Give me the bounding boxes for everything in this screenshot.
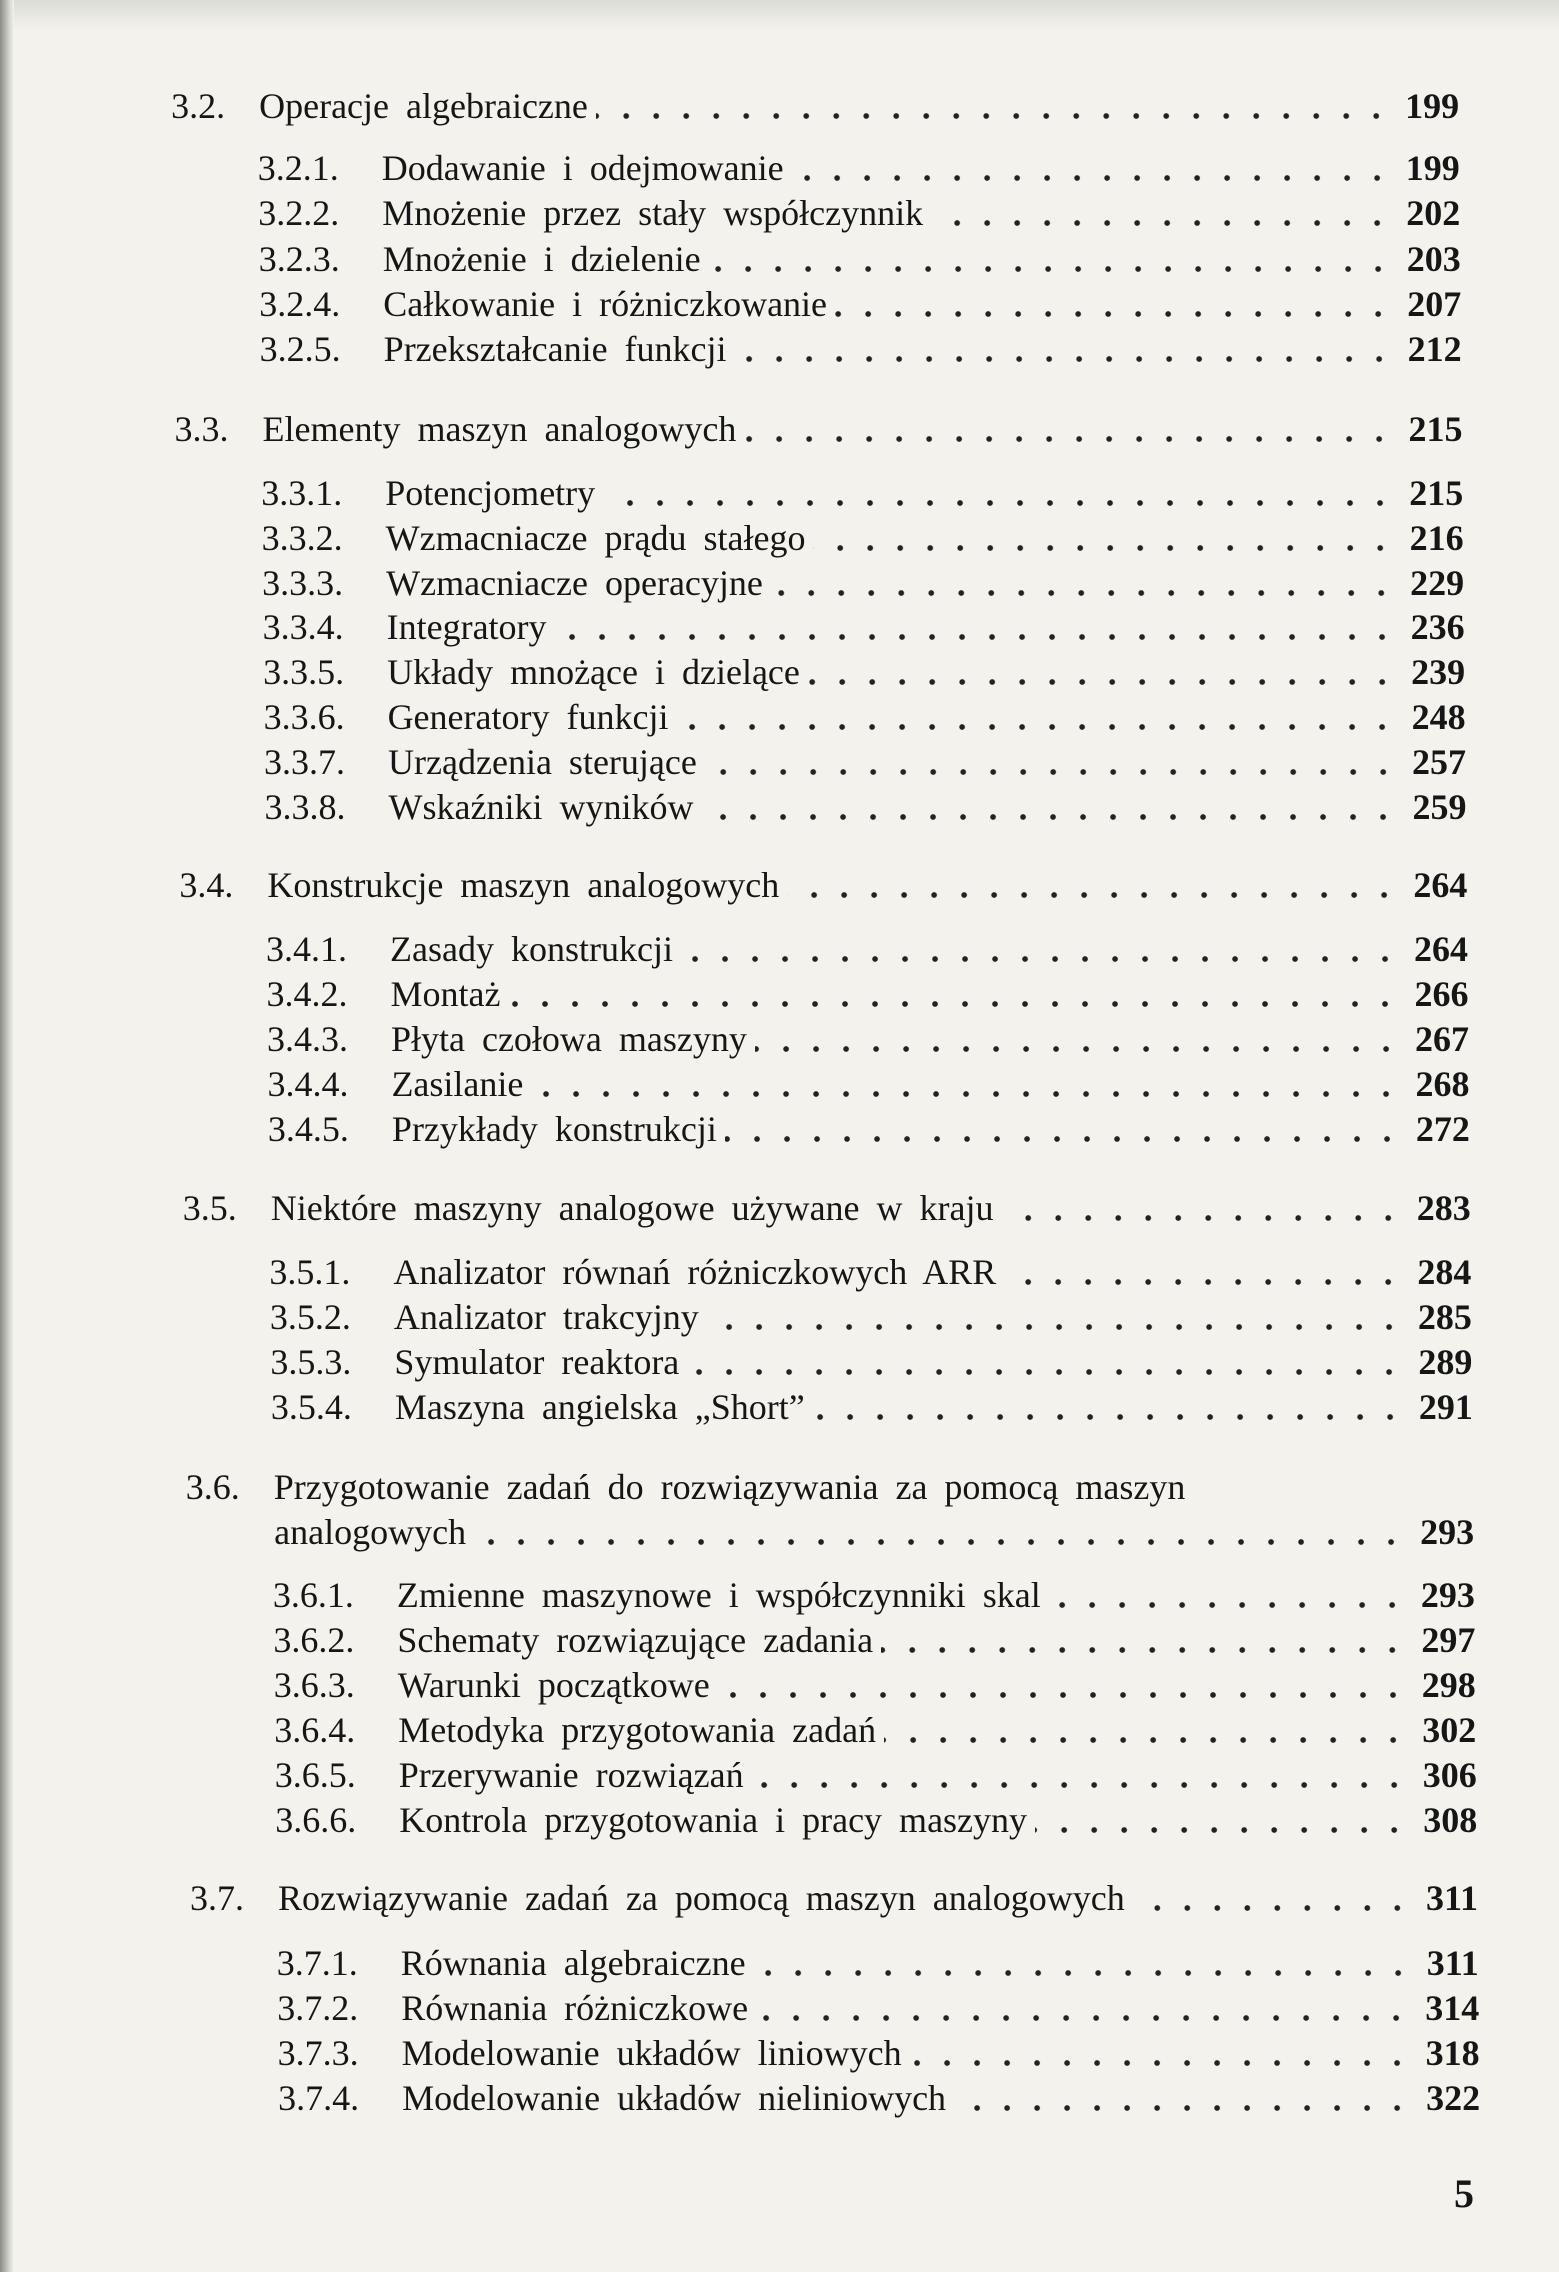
section-entry [190,1876,1478,1920]
dot-leader [596,111,1391,121]
entry-page: 257 [1412,742,1467,782]
entry-title: Przerywanie rozwiązań [398,1755,744,1795]
subsection-entry [260,327,1462,371]
entry-page: 264 [1413,865,1468,905]
subsection-entry [267,1017,1469,1061]
entry-number: 3.3.4. [262,607,344,647]
entry-number: 3.7.3. [277,2033,359,2073]
entry-number: 3.6.2. [273,1620,355,1660]
scan-left-edge [0,0,14,2272]
dot-leader [808,677,1397,687]
entry-number: 3.2. [171,86,226,126]
entry-title: Przygotowanie zadań do rozwiązywania za pomocą maszyn [273,1467,1186,1507]
dot-leader [555,632,1397,642]
entry-title: Kontrola przygotowania i pracy maszyny [399,1800,1028,1840]
entry-title: Równania algebraiczne [400,1943,746,1983]
subsection-entry [277,1986,1479,2030]
entry-number: 3.4.2. [266,974,348,1014]
subsection-entry [275,1753,1477,1797]
entry-page: 272 [1415,1109,1470,1149]
entry-title: Mnożenie przez stały współczynnik [382,193,924,233]
dot-leader [1035,1825,1409,1835]
entry-title: Montaż [390,974,501,1014]
entry-title: Niektóre maszyny analogowe używane w kraju [270,1188,994,1228]
entry-title: Wzmacniacze operacyjne [386,563,763,603]
entry-title: Wskaźniki wyników [388,787,694,827]
entry-title: Układy mnożące i dzielące [387,652,800,692]
dot-leader [1002,1213,1403,1223]
entry-page: 318 [1425,2033,1480,2073]
subsection-entry [275,1798,1477,1842]
entry-title: Zasilanie [391,1064,524,1104]
entry-number: 3.5.3. [270,1342,352,1382]
entry-title: Generatory funkcji [387,697,669,737]
entry-number: 3.7.2. [277,1988,359,2028]
entry-page: 322 [1426,2078,1481,2118]
entry-title: Maszyna angielska „Short” [394,1387,805,1427]
dot-leader [735,354,1394,364]
entry-number: 3.3.2. [261,518,343,558]
entry-page: 236 [1410,607,1465,647]
entry-title: Zasady konstrukcji [390,929,673,969]
entry-title: Urządzenia sterujące [388,742,697,782]
entry-number: 3.5.4. [270,1387,352,1427]
entry-title: Analizator trakcyjny [393,1297,699,1337]
dot-leader [756,2013,1411,2023]
section-entry [183,1186,1471,1230]
entry-title: Integratory [386,607,547,647]
dot-leader [687,1367,1404,1377]
entry-page: 212 [1407,329,1462,369]
dot-leader [1004,1277,1403,1287]
dot-leader [709,264,1393,274]
entry-page: 215 [1409,473,1464,513]
dot-leader [1133,1903,1412,1913]
entry-number: 3.6.4. [274,1710,356,1750]
entry-page: 285 [1417,1297,1472,1337]
dot-leader [744,434,1394,444]
entry-page: 239 [1411,652,1466,692]
section-entry [175,407,1463,451]
entry-title: Przykłady konstrukcji [391,1109,717,1149]
entry-number: 3.5.1. [269,1252,351,1292]
entry-page: 284 [1417,1252,1472,1292]
dot-leader [705,767,1398,777]
dot-leader [508,999,1400,1009]
entry-number: 3.4.5. [267,1109,349,1149]
entry-title: Analizator równań różniczkowych ARR [393,1252,997,1292]
dot-leader [707,1322,1404,1332]
entry-number: 3.6. [185,1467,240,1507]
entry-page: 293 [1420,1512,1475,1552]
entry-page: 248 [1411,697,1466,737]
subsection-entry [274,1663,1476,1707]
dot-leader [1049,1600,1407,1610]
entry-page: 216 [1409,518,1464,558]
subsection-entry [270,1295,1472,1339]
dot-leader [754,1968,1413,1978]
dot-leader [884,1735,1408,1745]
dot-leader [718,1690,1408,1700]
dot-leader [603,498,1395,508]
entry-page: 215 [1408,409,1463,449]
entry-title: Przekształcanie funkcji [383,329,727,369]
dot-leader [755,1044,1401,1054]
subsection-entry [263,605,1465,649]
entry-page: 259 [1412,787,1467,827]
section-entry [186,1510,1474,1554]
subsection-entry [266,927,1468,971]
entry-title: Mnożenie i dzielenie [382,239,701,279]
entry-title: Operacje algebraiczne [259,86,588,126]
dot-leader [676,722,1397,732]
dot-leader [931,218,1392,228]
entry-number: 3.5. [182,1188,237,1228]
entry-page: 314 [1425,1988,1480,2028]
entry-page: 311 [1426,1943,1479,1983]
subsection-entry [258,191,1460,235]
entry-title: Potencjometry [385,473,596,513]
entry-page: 302 [1422,1710,1477,1750]
subsection-entry [278,2031,1480,2075]
entry-title: Warunki początkowe [397,1665,710,1705]
dot-leader [792,173,1392,183]
section-entry [179,863,1467,907]
entry-page: 268 [1415,1064,1470,1104]
entry-page: 199 [1405,86,1460,126]
entry-page: 311 [1426,1878,1479,1918]
entry-number: 3.6.3. [273,1665,355,1705]
subsection-entry [273,1573,1475,1617]
subsection-entry [259,282,1461,326]
entry-page: 207 [1407,284,1462,324]
entry-title: Metodyka przygotowania zadań [398,1710,877,1750]
entry-page: 306 [1422,1755,1477,1795]
entry-title: Modelowanie układów liniowych [401,2033,902,2073]
subsection-entry [278,2076,1480,2120]
subsection-entry [262,516,1464,560]
entry-title: Płyta czołowa maszyny [390,1019,747,1059]
entry-page: 203 [1406,239,1461,279]
entry-number: 3.3.7. [264,742,346,782]
entry-number: 3.3.3. [262,563,344,603]
entry-number: 3.7.4. [278,2078,360,2118]
entry-number: 3.2.5. [259,329,341,369]
subsection-entry [264,740,1466,784]
entry-page: 202 [1406,193,1461,233]
dot-leader [701,812,1398,822]
subsection-entry [264,695,1466,739]
page-number: 5 [1454,2171,1474,2216]
entry-number: 3.2.4. [259,284,341,324]
entry-page: 264 [1414,929,1469,969]
entry-number: 3.4. [179,865,234,905]
entry-number: 3.7.1. [276,1943,358,1983]
entry-number: 3.4.3. [266,1019,348,1059]
dot-leader [787,890,1399,900]
entry-page: 293 [1420,1575,1475,1615]
entry-number: 3.3.6. [263,697,345,737]
entry-title: Rozwiązywanie zadań za pomocą maszyn analogowych [278,1878,1125,1918]
entry-title: Równania różniczkowe [401,1988,749,2028]
dot-leader [725,1134,1402,1144]
entry-number: 3.3. [174,409,229,449]
scan-top-shadow [0,0,1559,30]
entry-number: 3.6.5. [274,1755,356,1795]
section-entry [186,1465,1474,1509]
entry-title: Całkowanie i różniczkowanie [383,284,828,324]
entry-number: 3.7. [190,1878,245,1918]
dot-leader [531,1089,1401,1099]
subsection-entry [268,1107,1470,1151]
entry-title: analogowych [274,1512,467,1552]
entry-number: 3.5.2. [269,1297,351,1337]
entry-number: 3.4.4. [267,1064,349,1104]
dot-leader [881,1645,1407,1655]
entry-title: Modelowanie układów nieliniowych [402,2078,947,2118]
subsection-entry [262,561,1464,605]
subsection-entry [274,1708,1476,1752]
entry-number: 3.3.5. [263,652,345,692]
entry-page: 291 [1418,1387,1473,1427]
subsection-entry [259,237,1461,281]
subsection-entry [277,1941,1479,1985]
entry-page: 266 [1414,974,1469,1014]
entry-title: Zmienne maszynowe i współczynniki skal [396,1575,1041,1615]
entry-number: 3.3.8. [264,787,346,827]
dot-leader [954,2103,1412,2113]
entry-page: 297 [1421,1620,1476,1660]
entry-page: 298 [1421,1665,1476,1705]
entry-title: Elementy maszyn analogowych [262,409,737,449]
entry-number: 3.6.6. [275,1800,357,1840]
subsection-entry [267,1062,1469,1106]
dot-leader [681,954,1400,964]
dot-leader [771,588,1396,598]
subsection-entry [261,471,1463,515]
entry-title: Schematy rozwiązujące zadania [397,1620,874,1660]
subsection-entry [258,146,1460,190]
entry-page: 289 [1418,1342,1473,1382]
entry-number: 3.2.1. [257,148,339,188]
subsection-entry [269,1250,1471,1294]
dot-leader [813,1412,1405,1422]
entry-title: Konstrukcje maszyn analogowych [267,865,780,905]
dot-leader [752,1780,1409,1790]
subsection-entry [271,1385,1473,1429]
entry-page: 267 [1414,1019,1469,1059]
subsection-entry [265,785,1467,829]
section-entry [171,84,1459,128]
entry-page: 229 [1410,563,1465,603]
dot-leader [835,309,1393,319]
entry-page: 199 [1405,148,1460,188]
entry-page: 308 [1423,1800,1478,1840]
entry-number: 3.3.1. [261,473,343,513]
entry-title: Wzmacniacze prądu stałego [385,518,806,558]
entry-number: 3.2.2. [258,193,340,233]
entry-number: 3.2.3. [258,239,340,279]
entry-page: 283 [1416,1188,1471,1228]
dot-leader [813,543,1395,553]
entry-number: 3.6.1. [272,1575,354,1615]
subsection-entry [270,1340,1472,1384]
dot-leader [474,1537,1406,1547]
subsection-entry [273,1618,1475,1662]
entry-title: Dodawanie i odejmowanie [381,148,784,188]
entry-number: 3.4.1. [266,929,348,969]
entry-title: Symulator reaktora [394,1342,680,1382]
subsection-entry [267,972,1469,1016]
subsection-entry [263,650,1465,694]
dot-leader [910,2058,1412,2068]
